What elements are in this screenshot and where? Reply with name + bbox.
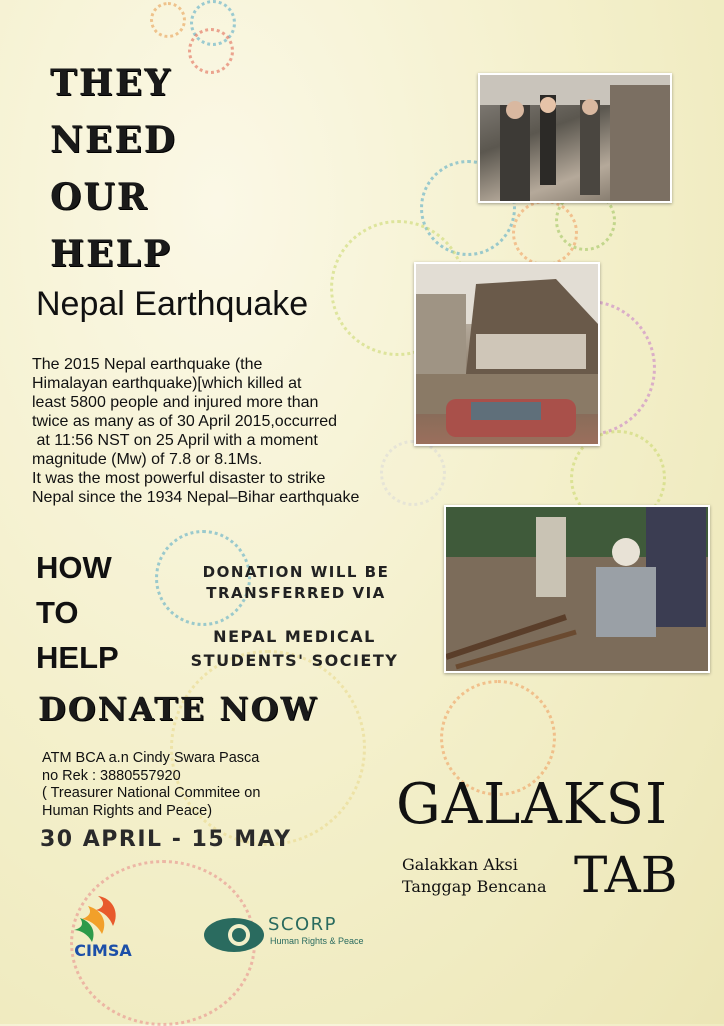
- scorp-subtitle: Human Rights & Peace: [270, 936, 364, 946]
- cimsa-logo-text: CIMSA: [74, 941, 132, 960]
- via-line: TRANSFERRED VIA: [206, 584, 386, 602]
- society-line: NEPAL MEDICAL: [213, 627, 376, 646]
- account-line: no Rek : 3880557920: [42, 767, 181, 784]
- headline-line: NEED: [50, 119, 178, 161]
- how-line: TO: [36, 595, 79, 630]
- how-line: HELP: [36, 640, 119, 675]
- description-line: The 2015 Nepal earthquake (the: [32, 356, 263, 373]
- photo-rescue-street-art: [480, 75, 670, 201]
- how-to-help: [36, 545, 166, 680]
- cimsa-logo-icon: [58, 888, 148, 968]
- page-title: Nepal Earthquake: [36, 285, 309, 323]
- description-line: twice as many as of 30 April 2015,occurred: [32, 413, 338, 430]
- description-line: Himalayan earthquake)[which killed at: [32, 375, 302, 392]
- headline-line: HELP: [50, 233, 172, 275]
- account-info: [42, 750, 312, 820]
- campaign-suffix: TAB: [574, 846, 678, 904]
- headline-line: OUR: [50, 176, 149, 218]
- decor-circle: [150, 2, 186, 38]
- photo-injured-people-art: [446, 507, 708, 671]
- description-line: at 11:56 NST on 25 April with a moment: [32, 432, 318, 449]
- description-line: magnitude (Mw) of 7.8 or 8.1Ms.: [32, 451, 263, 468]
- description-line: least 5800 people and injured more than: [32, 394, 319, 411]
- headline: [50, 55, 210, 283]
- photo-collapsed-building: [414, 262, 600, 446]
- photo-rescue-street: [478, 73, 672, 203]
- donate-now-heading: DONATE NOW: [38, 690, 319, 728]
- account-line: Human Rights and Peace): [42, 802, 213, 819]
- campaign-tagline: [402, 854, 547, 898]
- how-line: HOW: [36, 550, 112, 585]
- campaign-name: GALAKSI: [396, 772, 669, 837]
- scorp-logo-art: [203, 915, 265, 955]
- scorp-logo-icon: [203, 915, 265, 955]
- headline-line: THEY: [50, 62, 172, 104]
- description-line: It was the most powerful disaster to strike: [32, 470, 326, 487]
- society-line: STUDENTS' SOCIETY: [190, 651, 399, 670]
- tagline-line: Galakkan Aksi: [402, 855, 518, 874]
- account-line: ( Treasurer National Commitee on: [42, 785, 261, 801]
- photo-collapsed-building-art: [416, 264, 598, 444]
- description-line: Nepal since the 1934 Nepal–Bihar earthquake: [32, 489, 360, 506]
- donation-via: [186, 562, 406, 604]
- cimsa-logo-art: [58, 888, 148, 968]
- account-line: ATM BCA a.n Cindy Swara Pasca: [42, 750, 260, 766]
- via-line: DONATION WILL BE: [202, 563, 390, 581]
- tagline-line: Tanggap Bencana: [402, 877, 547, 896]
- society-name: [162, 625, 427, 673]
- scorp-name: SCORP: [268, 914, 338, 935]
- campaign-dates: 30 APRIL - 15 MAY: [40, 827, 292, 852]
- photo-injured-people: [444, 505, 710, 673]
- description: [32, 355, 437, 507]
